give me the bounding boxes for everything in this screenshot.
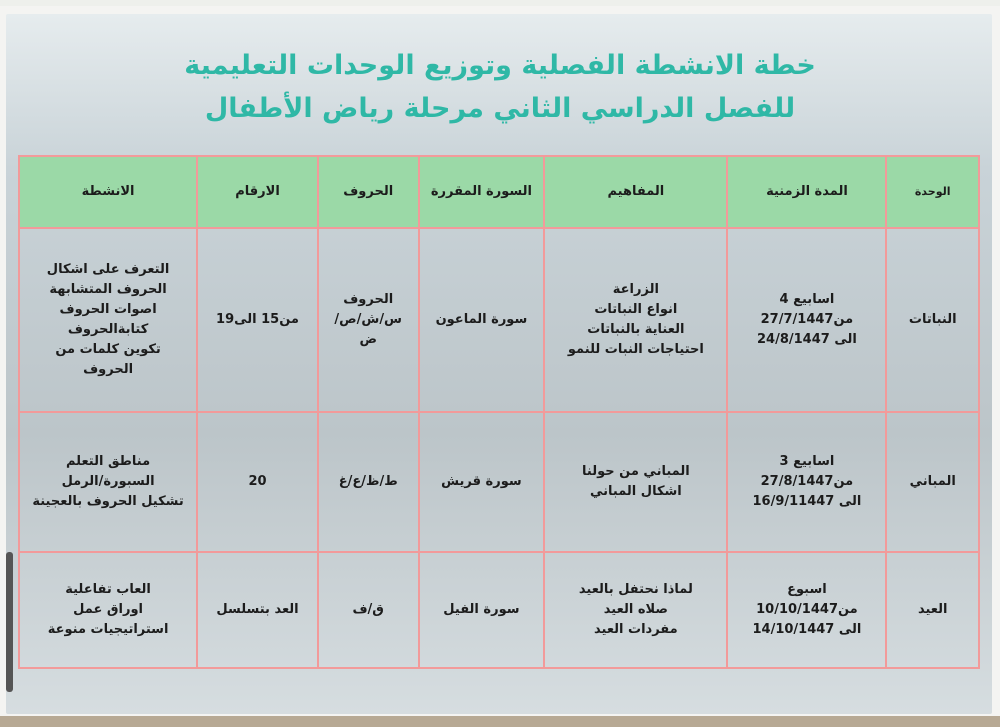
top-strip: [0, 0, 1000, 6]
header-duration: المدة الزمنية: [727, 156, 886, 228]
header-unit: الوحدة: [886, 156, 979, 228]
plan-table: [18, 155, 980, 669]
table-row: [19, 412, 979, 552]
activities-cell: مناطق التعلم السبورة/الرمل تشكيل الحروف بالعجينة: [19, 412, 197, 552]
header-row: [19, 156, 979, 228]
duration-cell: اسابيع 4 من27/7/1447 الى 24/8/1447: [727, 228, 886, 412]
activities-cell: التعرف على اشكال الحروف المتشابهة اصوات الحروف كتابةالحروف تكوين كلمات من الحروف: [19, 228, 197, 412]
table-row: [19, 552, 979, 668]
scrollbar[interactable]: [6, 552, 13, 692]
page-title: خطة الانشطة الفصلية وتوزيع الوحدات التعليمية: [184, 50, 816, 81]
header-letters: الحروف: [318, 156, 419, 228]
table-row: [19, 228, 979, 412]
duration-cell: اسابيع 3 من27/8/1447 الى 16/9/11447: [727, 412, 886, 552]
numbers-cell: 20: [197, 412, 318, 552]
letters-cell: الحروف س/ش/ص/ ض: [318, 228, 419, 412]
surah-cell: سورة الفيل: [419, 552, 545, 668]
bottom-bar: [0, 716, 1000, 727]
letters-cell: ق/ف: [318, 552, 419, 668]
numbers-cell: من15 الى19: [197, 228, 318, 412]
surah-cell: سورة قريش: [419, 412, 545, 552]
header-activities: الانشطة: [19, 156, 197, 228]
unit-cell: المباني: [886, 412, 979, 552]
concepts-cell: لماذا نحتفل بالعيد صلاه العيد مفردات العيد: [544, 552, 727, 668]
unit-cell: العيد: [886, 552, 979, 668]
header-concepts: المفاهيم: [544, 156, 727, 228]
header-surah: السورة المقررة: [419, 156, 545, 228]
unit-cell: النباتات: [886, 228, 979, 412]
letters-cell: ط/ظ/ع/غ: [318, 412, 419, 552]
activities-cell: العاب تفاعلية اوراق عمل استراتيجيات منوعة: [19, 552, 197, 668]
concepts-cell: الزراعة انواع النباتات العناية بالنباتات احتياجات النبات للنمو: [544, 228, 727, 412]
concepts-cell: المباني من حولنا اشكال المباني: [544, 412, 727, 552]
surah-cell: سورة الماعون: [419, 228, 545, 412]
page-subtitle: للفصل الدراسي الثاني مرحلة رياض الأطفال: [204, 93, 796, 124]
header-numbers: الارقام: [197, 156, 318, 228]
duration-cell: اسبوع من10/10/1447 الى 14/10/1447: [727, 552, 886, 668]
numbers-cell: العد بتسلسل: [197, 552, 318, 668]
